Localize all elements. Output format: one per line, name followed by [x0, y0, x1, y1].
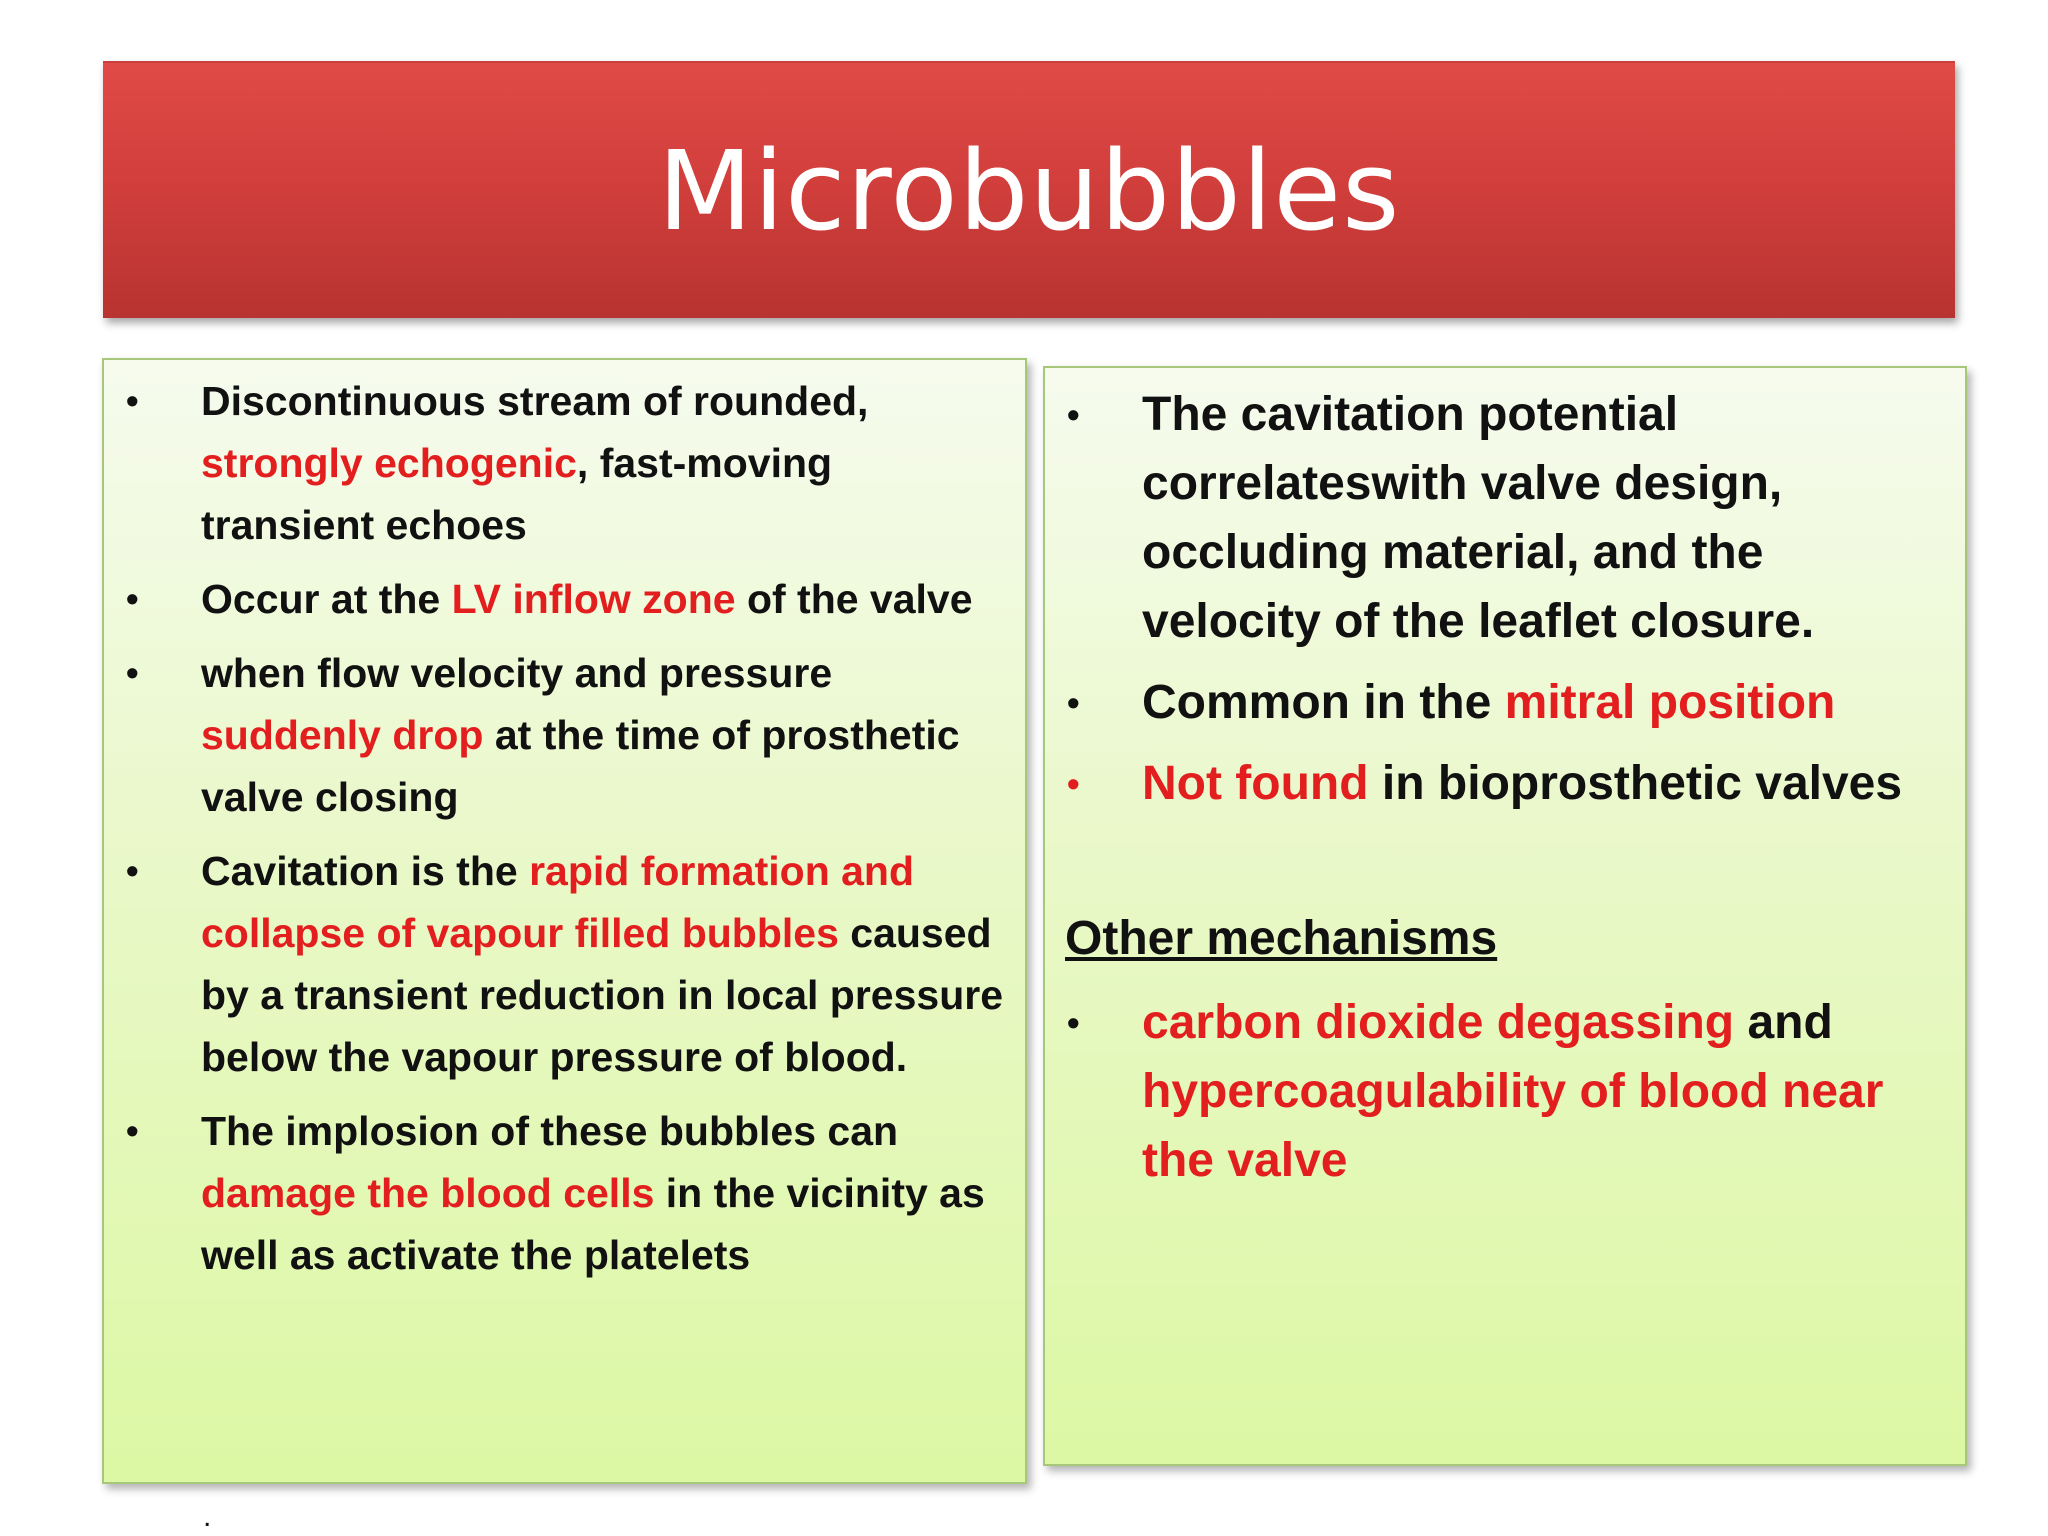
- list-item: • Discontinuous stream of rounded, strongly echogenic, fast-moving transient echoes: [104, 370, 1025, 556]
- mechanisms-list: [1045, 988, 1965, 1195]
- highlight-text: Not found: [1142, 757, 1369, 810]
- bullet-marker: •: [126, 652, 139, 693]
- list-item: • Not found in bioprosthetic valves: [1045, 749, 1965, 818]
- highlight-text: strongly echogenic: [201, 440, 577, 486]
- bullet-marker: •: [1067, 682, 1080, 723]
- slide-title: Microbubbles: [657, 126, 1401, 255]
- highlight-text: damage the blood cells: [201, 1170, 655, 1216]
- bullet-marker: •: [126, 1110, 139, 1151]
- right-content-panel: [1043, 366, 1967, 1466]
- highlight-text: LV inflow zone: [451, 576, 736, 622]
- other-mechanisms-heading: Other mechanisms: [1065, 912, 1498, 965]
- bullet-marker: •: [1067, 394, 1080, 435]
- list-item: • Cavitation is the rapid formation and collapse of vapour filled bubbles caused by a transient reduction in local pressure below the vapour pressure of blood.: [104, 840, 1025, 1088]
- bullet-marker: •: [1067, 763, 1080, 804]
- list-item: • when flow velocity and pressure suddenly drop at the time of prosthetic valve closing: [104, 642, 1025, 828]
- bullet-marker: •: [126, 578, 139, 619]
- highlight-text: hypercoagulability of blood near the valve: [1142, 1065, 1884, 1187]
- highlight-text: suddenly drop: [201, 712, 484, 758]
- bullet-marker: •: [126, 850, 139, 891]
- list-item: • carbon dioxide degassing and hypercoagulability of blood near the valve: [1045, 988, 1965, 1195]
- footer-dot: .: [203, 1500, 212, 1533]
- bullet-marker: •: [1067, 1002, 1080, 1043]
- list-item: • The implosion of these bubbles can damage the blood cells in the vicinity as well as activate the platelets: [104, 1100, 1025, 1286]
- bullet-marker: •: [126, 380, 139, 421]
- list-item: • Common in the mitral position: [1045, 668, 1965, 737]
- left-bullet-list: [104, 370, 1025, 1298]
- list-item: • Occur at the LV inflow zone of the valve: [104, 568, 1025, 630]
- left-content-panel: [102, 358, 1027, 1484]
- list-item: • The cavitation potential correlateswith valve design, occluding material, and the velocity of the leaflet closure.: [1045, 380, 1965, 656]
- highlight-text: mitral position: [1504, 676, 1836, 729]
- right-bullet-list: [1045, 380, 1965, 830]
- title-banner: [103, 61, 1955, 318]
- highlight-text: rapid formation and collapse of vapour filled bubbles: [201, 848, 915, 956]
- highlight-text: carbon dioxide degassing: [1142, 996, 1735, 1049]
